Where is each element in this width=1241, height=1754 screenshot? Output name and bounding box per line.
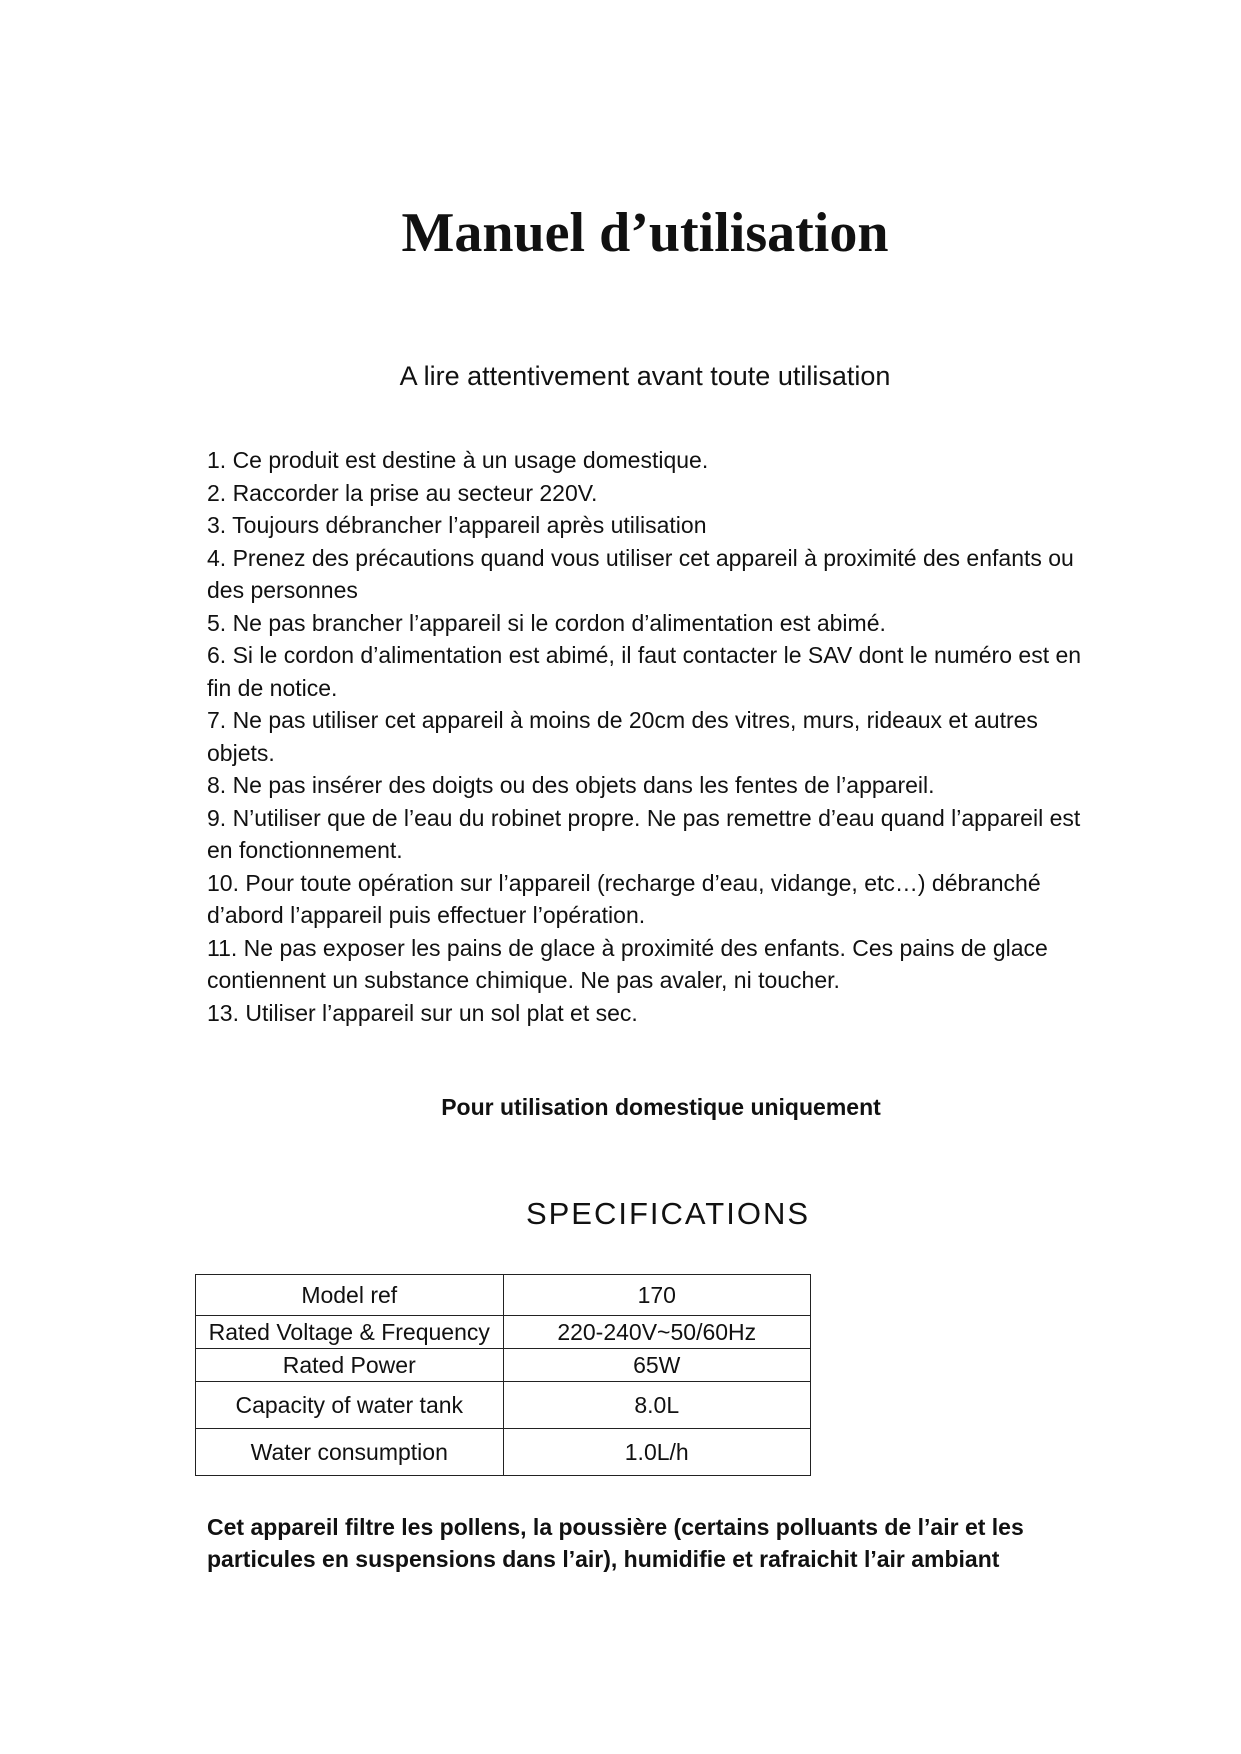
spec-label: Rated Power: [196, 1349, 504, 1382]
instruction-item: 3. Toujours débrancher l’appareil après utilisation: [207, 512, 707, 538]
spec-value: 65W: [503, 1349, 811, 1382]
instruction-item: 4. Prenez des précautions quand vous utiliser cet appareil à proximité des enfants ou des personnes: [207, 544, 1074, 603]
spec-label: Capacity of water tank: [196, 1382, 504, 1429]
instruction-item: 11. Ne pas exposer les pains de glace à proximité des enfants. Ces pains de glace contiennent un substance chimique. Ne pas avaler, ni toucher.: [207, 934, 1048, 993]
instruction-item: 6. Si le cordon d’alimentation est abimé, il faut contacter le SAV dont le numéro est en fin de notice.: [207, 642, 1082, 701]
page-title: Manuel d’utilisation: [401, 202, 889, 264]
table-row: [196, 1429, 811, 1476]
table-row: [196, 1316, 811, 1349]
table-row: [196, 1382, 811, 1429]
instruction-item: 1. Ce produit est destine à un usage domestique.: [207, 447, 709, 473]
table-row: [196, 1275, 811, 1316]
spec-value: 220-240V~50/60Hz: [503, 1316, 811, 1349]
spec-value: 170: [503, 1275, 811, 1316]
instruction-item: 13. Utiliser l’appareil sur un sol plat et sec.: [207, 999, 638, 1026]
instruction-item: 5. Ne pas brancher l’appareil si le cordon d’alimentation est abimé.: [207, 609, 886, 636]
specifications-table: [195, 1274, 811, 1476]
instruction-item: 7. Ne pas utiliser cet appareil à moins de 20cm des vitres, murs, rideaux et autres objets.: [207, 707, 1038, 766]
product-description-note: Cet appareil filtre les pollens, la poussière (certains polluants de l’air et les particules en suspensions dans l’air), humidifie et rafraichit l’air ambiant: [207, 1514, 1024, 1572]
table-row: [196, 1349, 811, 1382]
spec-label: Model ref: [196, 1275, 504, 1316]
spec-label: Water consumption: [196, 1429, 504, 1476]
spec-value: 1.0L/h: [503, 1429, 811, 1476]
instruction-item: 9. N’utiliser que de l’eau du robinet propre. Ne pas remettre d’eau quand l’appareil est en fonctionnement.: [207, 804, 1081, 863]
instruction-item: 2. Raccorder la prise au secteur 220V.: [207, 479, 598, 506]
instruction-item: 8. Ne pas insérer des doigts ou des objets dans les fentes de l’appareil.: [207, 772, 935, 798]
instruction-item: 10. Pour toute opération sur l’appareil (recharge d’eau, vidange, etc…) débranché d’abord l’appareil puis effectuer l’opération.: [207, 869, 1041, 928]
specifications-heading: SPECIFICATIONS: [525, 1196, 811, 1231]
subtitle: A lire attentivement avant toute utilisation: [399, 361, 891, 391]
spec-value: 8.0L: [503, 1382, 811, 1429]
instruction-list: [207, 444, 1107, 1029]
domestic-use-note: Pour utilisation domestique uniquement: [441, 1094, 881, 1120]
spec-label: Rated Voltage & Frequency: [196, 1316, 504, 1349]
